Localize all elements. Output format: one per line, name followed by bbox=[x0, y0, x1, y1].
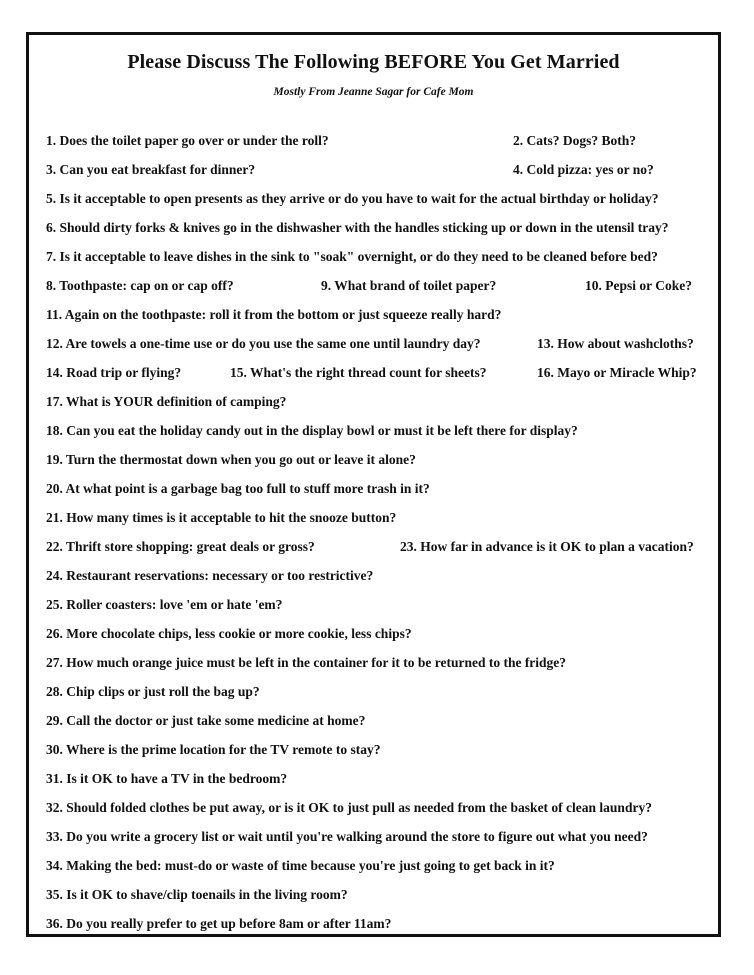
question-item: 14. Road trip or flying? bbox=[46, 365, 182, 380]
question-item: 22. Thrift store shopping: great deals or gross? bbox=[46, 539, 315, 554]
question-item: 19. Turn the thermostat down when you go out or leave it alone? bbox=[46, 452, 416, 467]
question-row bbox=[46, 711, 712, 731]
question-item: 18. Can you eat the holiday candy out in the display bowl or must it be left there for display? bbox=[46, 423, 578, 438]
question-row bbox=[46, 856, 712, 876]
question-item: 33. Do you write a grocery list or wait until you're walking around the store to figure out what you need? bbox=[46, 829, 648, 844]
question-item: 35. Is it OK to shave/clip toenails in the living room? bbox=[46, 887, 348, 902]
question-item: 23. How far in advance is it OK to plan a vacation? bbox=[400, 539, 694, 554]
question-item: 4. Cold pizza: yes or no? bbox=[513, 162, 654, 177]
question-item: 25. Roller coasters: love 'em or hate 'em? bbox=[46, 597, 283, 612]
question-item: 17. What is YOUR definition of camping? bbox=[46, 394, 287, 409]
question-row bbox=[46, 537, 712, 557]
question-row bbox=[46, 450, 712, 470]
question-item: 21. How many times is it acceptable to hit the snooze button? bbox=[46, 510, 397, 525]
question-row bbox=[46, 653, 712, 673]
question-item: 1. Does the toilet paper go over or under the roll? bbox=[46, 133, 329, 148]
document-frame bbox=[26, 32, 721, 937]
question-item: 9. What brand of toilet paper? bbox=[321, 278, 497, 293]
question-item: 8. Toothpaste: cap on or cap off? bbox=[46, 278, 234, 293]
question-row bbox=[46, 624, 712, 644]
question-item: 13. How about washcloths? bbox=[537, 336, 694, 351]
question-item: 28. Chip clips or just roll the bag up? bbox=[46, 684, 260, 699]
document-subtitle: Mostly From Jeanne Sagar for Cafe Mom bbox=[273, 86, 474, 98]
question-item: 15. What's the right thread count for sheets? bbox=[230, 365, 487, 380]
question-row bbox=[46, 740, 712, 760]
question-row bbox=[46, 566, 712, 586]
question-row bbox=[46, 827, 712, 847]
question-row bbox=[46, 160, 712, 180]
question-item: 3. Can you eat breakfast for dinner? bbox=[46, 162, 256, 177]
question-item: 34. Making the bed: must-do or waste of time because you're just going to get back in it? bbox=[46, 858, 555, 873]
question-item: 26. More chocolate chips, less cookie or more cookie, less chips? bbox=[46, 626, 412, 641]
question-row bbox=[46, 682, 712, 702]
question-item: 30. Where is the prime location for the TV remote to stay? bbox=[46, 742, 381, 757]
question-item: 7. Is it acceptable to leave dishes in the sink to "soak" overnight, or do they need to be cleaned before bed? bbox=[46, 249, 658, 264]
question-item: 31. Is it OK to have a TV in the bedroom? bbox=[46, 771, 288, 786]
question-item: 27. How much orange juice must be left in the container for it to be returned to the fridge? bbox=[46, 655, 567, 670]
question-item: 29. Call the doctor or just take some medicine at home? bbox=[46, 713, 366, 728]
question-row bbox=[46, 479, 712, 499]
question-row bbox=[46, 334, 712, 354]
question-row bbox=[46, 769, 712, 789]
question-row bbox=[46, 421, 712, 441]
document-title: Please Discuss The Following BEFORE You Get Married bbox=[127, 51, 620, 73]
question-item: 24. Restaurant reservations: necessary or too restrictive? bbox=[46, 568, 374, 583]
question-row bbox=[46, 885, 712, 905]
question-row bbox=[46, 305, 712, 325]
question-item: 6. Should dirty forks & knives go in the dishwasher with the handles sticking up or down in the utensil tray? bbox=[46, 220, 669, 235]
question-row bbox=[46, 363, 712, 383]
question-item: 10. Pepsi or Coke? bbox=[585, 278, 692, 293]
question-row bbox=[46, 798, 712, 818]
question-item: 12. Are towels a one-time use or do you use the same one until laundry day? bbox=[46, 336, 481, 351]
question-item: 36. Do you really prefer to get up before 8am or after 11am? bbox=[46, 916, 392, 931]
question-item: 16. Mayo or Miracle Whip? bbox=[537, 365, 697, 380]
question-row bbox=[46, 508, 712, 528]
question-row bbox=[46, 595, 712, 615]
question-row bbox=[46, 218, 712, 238]
question-row bbox=[46, 189, 712, 209]
question-item: 32. Should folded clothes be put away, or is it OK to just pull as needed from the basket of clean laundry? bbox=[46, 800, 652, 815]
question-row bbox=[46, 131, 712, 151]
question-row bbox=[46, 914, 712, 934]
question-item: 5. Is it acceptable to open presents as they arrive or do you have to wait for the actual birthday or holiday? bbox=[46, 191, 659, 206]
question-row bbox=[46, 392, 712, 412]
question-item: 20. At what point is a garbage bag too full to stuff more trash in it? bbox=[46, 481, 430, 496]
question-row bbox=[46, 276, 712, 296]
question-item: 2. Cats? Dogs? Both? bbox=[513, 133, 637, 148]
question-row bbox=[46, 247, 712, 267]
question-item: 11. Again on the toothpaste: roll it from the bottom or just squeeze really hard? bbox=[46, 307, 502, 322]
